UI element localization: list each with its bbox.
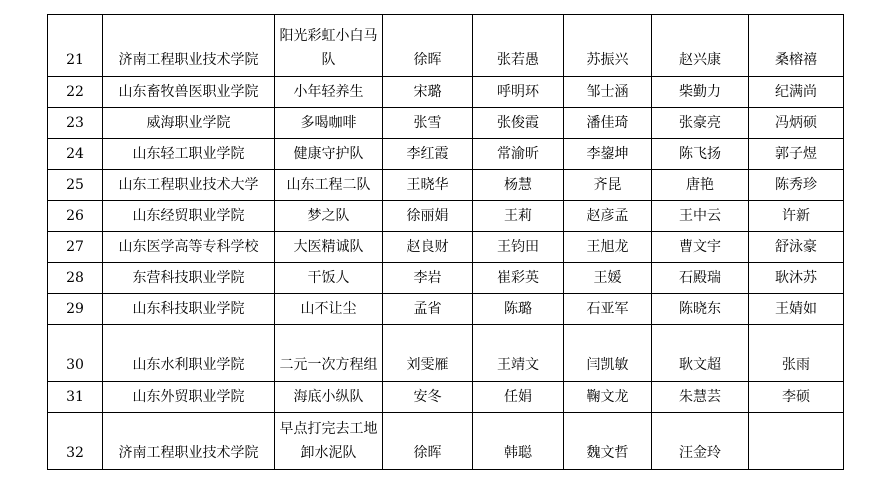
row-number-cell: [48, 325, 103, 382]
member-1-cell: [383, 77, 473, 108]
table-row: [48, 15, 844, 77]
member-2-cell: [473, 263, 564, 294]
member-2-cell: [473, 77, 564, 108]
team-name-cell: [275, 263, 383, 294]
member-2: 陈璐: [504, 301, 532, 317]
row-number-cell: [48, 263, 103, 294]
member-3-cell: [564, 382, 652, 413]
member-1: 王晓华: [406, 177, 449, 193]
member-1: 张雪: [413, 115, 442, 131]
member-5-cell: [749, 77, 844, 108]
member-4: 朱慧芸: [679, 389, 721, 405]
school-name: 山东畜牧兽医职业学院: [118, 84, 259, 100]
team-name: 小年轻养生: [293, 84, 364, 100]
team-name-cell: [275, 232, 383, 263]
school-name-cell: [103, 139, 275, 170]
school-name-cell: [103, 108, 275, 139]
team-name-cell: [275, 77, 383, 108]
table-row: [48, 139, 844, 170]
team-name-cell: [275, 170, 383, 201]
member-4: 唐艳: [686, 177, 714, 193]
team-name: 山东工程二队: [286, 177, 371, 193]
school-name-cell: [103, 382, 275, 413]
team-name: 二元一次方程组: [279, 357, 378, 373]
school-name: 济南工程职业技术学院: [118, 52, 259, 68]
member-3: 闫凯敏: [586, 357, 629, 373]
team-name-cell: [275, 325, 383, 382]
member-5: 李硕: [782, 389, 810, 405]
member-5-cell: [749, 201, 844, 232]
school-name: 山东经贸职业学院: [132, 208, 245, 224]
team-name: 阳光彩虹小白马队: [279, 28, 378, 68]
member-3-cell: [564, 201, 652, 232]
member-1: 安冬: [413, 389, 442, 405]
member-1-cell: [383, 108, 473, 139]
member-3: 赵彦孟: [586, 208, 629, 224]
member-3: 王旭龙: [586, 239, 629, 255]
member-2: 王钧田: [497, 239, 539, 255]
school-name-cell: [103, 77, 275, 108]
team-name: 多喝咖啡: [300, 115, 357, 131]
member-5-cell: [749, 170, 844, 201]
table-row: [48, 232, 844, 263]
table-row: [48, 382, 844, 413]
table-row: [48, 170, 844, 201]
row-number: 25: [66, 177, 84, 193]
member-1-cell: [383, 325, 473, 382]
member-3-cell: [564, 108, 652, 139]
table-row: [48, 77, 844, 108]
member-2-cell: [473, 232, 564, 263]
member-2-cell: [473, 201, 564, 232]
team-name: 海底小纵队: [293, 389, 364, 405]
school-name: 山东科技职业学院: [132, 301, 245, 317]
member-4: 王中云: [679, 208, 721, 224]
team-name-cell: [275, 201, 383, 232]
member-3: 潘佳琦: [586, 115, 629, 131]
member-1-cell: [383, 294, 473, 325]
member-2-cell: [473, 15, 564, 77]
row-number: 31: [66, 389, 84, 405]
member-4-cell: [652, 413, 749, 470]
row-number: 29: [66, 301, 84, 317]
member-3: 魏文哲: [586, 445, 629, 461]
member-1-cell: [383, 201, 473, 232]
school-name-cell: [103, 294, 275, 325]
member-5: 许新: [782, 208, 810, 224]
member-4: 陈晓东: [679, 301, 721, 317]
team-name: 梦之队: [307, 208, 350, 224]
member-4: 陈飞扬: [679, 146, 721, 162]
table-body: [48, 15, 844, 470]
row-number-cell: [48, 294, 103, 325]
team-name-cell: [275, 382, 383, 413]
member-1-cell: [383, 263, 473, 294]
member-2: 常渝昕: [497, 146, 539, 162]
member-2-cell: [473, 139, 564, 170]
team-name: 山不让尘: [300, 301, 357, 317]
member-4-cell: [652, 232, 749, 263]
member-1: 徐晖: [413, 52, 442, 68]
team-roster-table: [47, 14, 844, 470]
member-5: 张雨: [782, 357, 810, 373]
member-1: 宋璐: [413, 84, 442, 100]
member-3-cell: [564, 325, 652, 382]
member-1: 李红霞: [406, 146, 449, 162]
member-1-cell: [383, 382, 473, 413]
row-number: 26: [66, 208, 84, 224]
member-5: 冯炳硕: [775, 115, 817, 131]
member-2-cell: [473, 325, 564, 382]
member-5-cell: [749, 15, 844, 77]
member-4-cell: [652, 108, 749, 139]
member-4: 曹文宇: [679, 239, 721, 255]
member-5: 郭子煜: [775, 146, 817, 162]
member-5: 桑榕禧: [775, 52, 817, 68]
member-1-cell: [383, 139, 473, 170]
school-name-cell: [103, 325, 275, 382]
team-name-cell: [275, 15, 383, 77]
member-4-cell: [652, 77, 749, 108]
member-1: 徐晖: [413, 445, 442, 461]
school-name-cell: [103, 201, 275, 232]
member-4-cell: [652, 170, 749, 201]
row-number: 30: [66, 357, 84, 373]
member-5-cell: [749, 263, 844, 294]
member-4: 石殿瑞: [679, 270, 721, 286]
member-5-cell: [749, 382, 844, 413]
row-number: 32: [66, 445, 84, 461]
member-5: 舒泳豪: [775, 239, 817, 255]
school-name-cell: [103, 232, 275, 263]
member-5-cell: [749, 413, 844, 470]
member-2-cell: [473, 108, 564, 139]
member-2-cell: [473, 413, 564, 470]
member-5-cell: [749, 232, 844, 263]
member-2: 呼明环: [497, 84, 539, 100]
row-number-cell: [48, 413, 103, 470]
team-name: 大医精诚队: [293, 239, 364, 255]
member-4-cell: [652, 263, 749, 294]
member-4-cell: [652, 15, 749, 77]
member-3: 鞠文龙: [586, 389, 629, 405]
table-row: [48, 108, 844, 139]
member-2: 张俊霞: [497, 115, 539, 131]
school-name: 济南工程职业技术学院: [118, 445, 259, 461]
member-4-cell: [652, 382, 749, 413]
row-number: 22: [66, 84, 84, 100]
table-row: [48, 413, 844, 470]
member-1-cell: [383, 413, 473, 470]
member-2: 任娟: [504, 389, 532, 405]
member-2: 杨慧: [504, 177, 532, 193]
member-2: 王莉: [504, 208, 532, 224]
member-4: 耿文超: [679, 357, 721, 373]
member-3: 石亚军: [586, 301, 629, 317]
row-number-cell: [48, 108, 103, 139]
team-name-cell: [275, 108, 383, 139]
row-number-cell: [48, 382, 103, 413]
member-1-cell: [383, 232, 473, 263]
member-2-cell: [473, 382, 564, 413]
member-5: 纪满尚: [775, 84, 817, 100]
school-name: 山东工程职业技术大学: [118, 177, 259, 193]
team-name: 健康守护队: [293, 146, 364, 162]
member-5-cell: [749, 139, 844, 170]
member-2: 崔彩英: [497, 270, 539, 286]
row-number: 27: [66, 239, 84, 255]
member-3-cell: [564, 413, 652, 470]
member-2: 韩聪: [504, 445, 532, 461]
member-3-cell: [564, 15, 652, 77]
member-1: 徐丽娟: [406, 208, 449, 224]
row-number-cell: [48, 201, 103, 232]
team-name-cell: [275, 413, 383, 470]
member-1-cell: [383, 170, 473, 201]
school-name: 威海职业学院: [146, 115, 231, 131]
row-number-cell: [48, 139, 103, 170]
member-2: 王靖文: [497, 357, 539, 373]
row-number: 24: [66, 146, 84, 162]
school-name-cell: [103, 413, 275, 470]
school-name: 东营科技职业学院: [132, 270, 245, 286]
member-3: 邹士涵: [586, 84, 629, 100]
member-5-cell: [749, 294, 844, 325]
member-5-cell: [749, 325, 844, 382]
member-4: 柴勤力: [679, 84, 721, 100]
row-number-cell: [48, 77, 103, 108]
member-3-cell: [564, 294, 652, 325]
school-name-cell: [103, 263, 275, 294]
member-1: 刘雯雁: [406, 357, 449, 373]
row-number: 23: [66, 115, 84, 131]
member-3-cell: [564, 77, 652, 108]
member-4-cell: [652, 325, 749, 382]
member-4-cell: [652, 139, 749, 170]
member-3-cell: [564, 232, 652, 263]
member-1: 赵良财: [406, 239, 449, 255]
row-number-cell: [48, 15, 103, 77]
member-5-cell: [749, 108, 844, 139]
school-name: 山东医学高等专科学校: [118, 239, 259, 255]
table-row: [48, 294, 844, 325]
row-number-cell: [48, 170, 103, 201]
member-3-cell: [564, 139, 652, 170]
school-name-cell: [103, 170, 275, 201]
table-row: [48, 263, 844, 294]
member-5: 王婧如: [775, 301, 817, 317]
member-4: 汪金玲: [679, 445, 721, 461]
team-name: 干饭人: [307, 270, 350, 286]
member-4-cell: [652, 294, 749, 325]
member-3: 齐昆: [593, 177, 622, 193]
member-3: 王媛: [593, 270, 622, 286]
school-name: 山东水利职业学院: [132, 357, 245, 373]
member-4-cell: [652, 201, 749, 232]
school-name: 山东外贸职业学院: [132, 389, 245, 405]
team-name: 早点打完去工地卸水泥队: [279, 421, 378, 461]
member-2-cell: [473, 170, 564, 201]
member-5: 耿沐苏: [775, 270, 817, 286]
member-2-cell: [473, 294, 564, 325]
school-name-cell: [103, 15, 275, 77]
member-3: 李鋆坤: [586, 146, 629, 162]
member-4: 赵兴康: [679, 52, 721, 68]
table-row: [48, 201, 844, 232]
member-2: 张若愚: [497, 52, 539, 68]
member-5: 陈秀珍: [775, 177, 817, 193]
member-1-cell: [383, 15, 473, 77]
table-row: [48, 325, 844, 382]
member-3: 苏振兴: [586, 52, 629, 68]
row-number: 28: [66, 270, 84, 286]
school-name: 山东轻工职业学院: [132, 146, 245, 162]
team-name-cell: [275, 139, 383, 170]
member-1: 孟省: [413, 301, 442, 317]
member-3-cell: [564, 263, 652, 294]
row-number-cell: [48, 232, 103, 263]
member-3-cell: [564, 170, 652, 201]
row-number: 21: [66, 52, 84, 68]
member-4: 张豪亮: [679, 115, 721, 131]
member-1: 李岩: [413, 270, 442, 286]
team-name-cell: [275, 294, 383, 325]
